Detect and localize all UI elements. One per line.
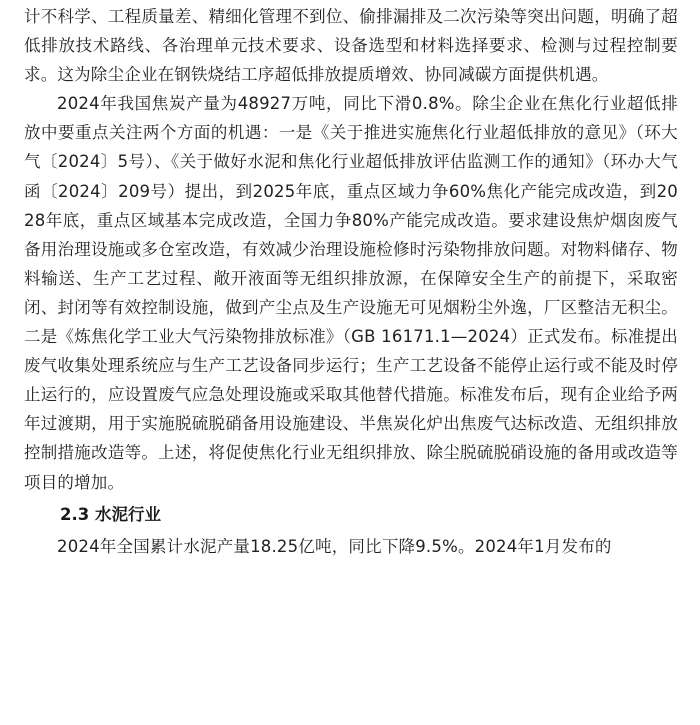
paragraph-steel-sintering: 计不科学、工程质量差、精细化管理不到位、偷排漏排及二次污染等突出问题，明确了超低排放技术路线、各治理单元技术要求、设备选型和材料选择要求、检测与过程控制要求。这为除尘企业在钢铁烧结工序超低排放提质增效、协同减碳方面提供机遇。 [24,7,678,85]
article-body [24,0,678,561]
section-heading-cement: 2.3 水泥行业 [60,504,161,524]
paragraph-coking-industry: 2024年我国焦炭产量为48927万吨，同比下滑0.8%。除尘企业在焦化行业超低排放中要重点关注两个方面的机遇：一是《关于推进实施焦化行业超低排放的意见》（环大气〔2024〕5号）、《关于做好水泥和焦化行业超低排放评估监测工作的通知》（环办大气函〔2024〕209号）提出，到2025年底，重点区域力争60%焦化产能完成改造，到2028年底，重点区域基本完成改造，全国力争80%产能完成改造。要求建设焦炉烟囱废气备用治理设施或多仓室改造，有效减少治理设施检修时污染物排放问题。对物料储存、物料输送、生产工艺过程、敞开液面等无组织排放源，在保障安全生产的前提下，采取密闭、封闭等有效控制设施，做到产尘点及生产设施无可见烟粉尘外逸，厂区整洁无积尘。二是《炼焦化学工业大气污染物排放标准》（GB 16171.1—2024）正式发布。标准提出废气收集处理系统应与生产工艺设备同步运行；生产工艺设备不能停止运行或不能及时停止运行的，应设置废气应急处理设施或采取其他替代措施。标准发布后，现有企业给予两年过渡期，用于实施脱硫脱硝备用设施建设、半焦炭化炉出焦废气达标改造、无组织排放控制措施改造等。上述，将促使焦化行业无组织排放、除尘脱硫脱硝设施的备用或改造等项目的增加。 [24,94,678,492]
paragraph-cement-industry: 2024年全国累计水泥产量18.25亿吨，同比下降9.5%。2024年1月发布的 [57,536,612,556]
